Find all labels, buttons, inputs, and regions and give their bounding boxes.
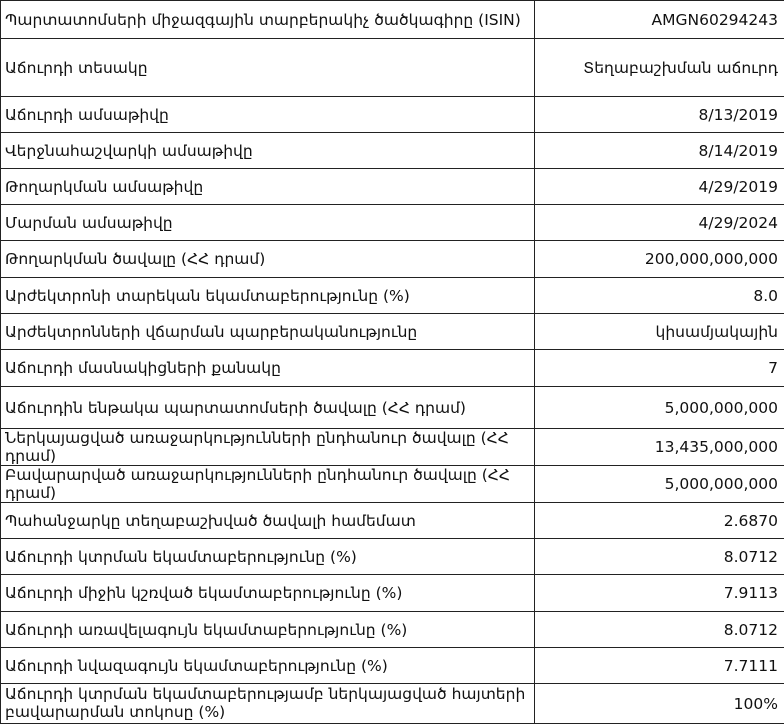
coupon-rate-label: Արժեկտրոնի տարեկան եկամտաբերությունը (%) bbox=[1, 278, 535, 314]
min-yield-value: 7.7111 bbox=[535, 648, 784, 684]
table-row-bids-accepted bbox=[1, 466, 784, 503]
table-row-bids-submitted bbox=[1, 429, 784, 466]
settlement-date-value: 8/14/2019 bbox=[535, 133, 784, 169]
table-row-participants bbox=[1, 350, 784, 387]
coupon-frequency-value: կիսամյակային bbox=[535, 314, 784, 350]
table-row-offered-volume bbox=[1, 387, 784, 429]
bid-to-cover-value: 2.6870 bbox=[535, 503, 784, 539]
bids-accepted-value: 5,000,000,000 bbox=[535, 466, 784, 503]
table-row-max-yield bbox=[1, 612, 784, 648]
table-row-coupon-rate bbox=[1, 278, 784, 314]
maturity-date-label: Մարման ամսաթիվը bbox=[1, 205, 535, 241]
coupon-rate-value: 8.0 bbox=[535, 278, 784, 314]
cutoff-yield-label: Աճուրդի կտրման եկամտաբերությունը (%) bbox=[1, 539, 535, 575]
auction-date-label: Աճուրդի ամսաթիվը bbox=[1, 97, 535, 133]
table-row-min-yield bbox=[1, 648, 784, 684]
table-row-settlement-date bbox=[1, 133, 784, 169]
offered-volume-value: 5,000,000,000 bbox=[535, 387, 784, 429]
issue-date-value: 4/29/2019 bbox=[535, 169, 784, 205]
bids-submitted-label: Ներկայացված առաջարկությունների ընդհանուր ծավալը (ՀՀ դրամ) bbox=[1, 429, 535, 466]
auction-type-label: Աճուրդի տեսակը bbox=[1, 39, 535, 97]
isin-value: AMGN60294243 bbox=[535, 1, 784, 39]
table-row-cutoff-yield bbox=[1, 539, 784, 575]
isin-label: Պարտատոմսերի միջազգային տարբերակիչ ծածկագիրը (ISIN) bbox=[1, 1, 535, 39]
maturity-date-value: 4/29/2024 bbox=[535, 205, 784, 241]
table-row-coupon-frequency bbox=[1, 314, 784, 350]
bid-to-cover-label: Պահանջարկը տեղաբաշխված ծավալի համեմատ bbox=[1, 503, 535, 539]
table-row-weighted-average-yield bbox=[1, 575, 784, 612]
participants-value: 7 bbox=[535, 350, 784, 387]
table-row-auction-date bbox=[1, 97, 784, 133]
cutoff-fill-rate-value: 100% bbox=[535, 684, 784, 724]
auction-type-value: Տեղաբաշխման աճուրդ bbox=[535, 39, 784, 97]
cutoff-yield-value: 8.0712 bbox=[535, 539, 784, 575]
weighted-average-yield-value: 7.9113 bbox=[535, 575, 784, 612]
table-row-bid-to-cover bbox=[1, 503, 784, 539]
min-yield-label: Աճուրդի նվազագույն եկամտաբերությունը (%) bbox=[1, 648, 535, 684]
participants-label: Աճուրդի մասնակիցների քանակը bbox=[1, 350, 535, 387]
issue-volume-value: 200,000,000,000 bbox=[535, 241, 784, 278]
cutoff-fill-rate-label: Աճուրդի կտրման եկամտաբերությամբ ներկայացված հայտերի բավարարման տոկոսը (%) bbox=[1, 684, 535, 724]
table-row-issue-volume bbox=[1, 241, 784, 278]
auction-date-value: 8/13/2019 bbox=[535, 97, 784, 133]
issue-volume-label: Թողարկման ծավալը (ՀՀ դրամ) bbox=[1, 241, 535, 278]
table-row-isin bbox=[1, 1, 784, 39]
coupon-frequency-label: Արժեկտրոնների վճարման պարբերականությունը bbox=[1, 314, 535, 350]
issue-date-label: Թողարկման ամսաթիվը bbox=[1, 169, 535, 205]
table-row-maturity-date bbox=[1, 205, 784, 241]
bids-submitted-value: 13,435,000,000 bbox=[535, 429, 784, 466]
max-yield-label: Աճուրդի առավելագույն եկամտաբերությունը (%) bbox=[1, 612, 535, 648]
bids-accepted-label: Բավարարված առաջարկությունների ընդհանուր ծավալը (ՀՀ դրամ) bbox=[1, 466, 535, 503]
weighted-average-yield-label: Աճուրդի միջին կշռված եկամտաբերությունը (%) bbox=[1, 575, 535, 612]
table-row-auction-type bbox=[1, 39, 784, 97]
table-row-cutoff-fill-rate bbox=[1, 684, 784, 724]
max-yield-value: 8.0712 bbox=[535, 612, 784, 648]
offered-volume-label: Աճուրդին ենթակա պարտատոմսերի ծավալը (ՀՀ դրամ) bbox=[1, 387, 535, 429]
settlement-date-label: Վերջնահաշվարկի ամսաթիվը bbox=[1, 133, 535, 169]
table-row-issue-date bbox=[1, 169, 784, 205]
